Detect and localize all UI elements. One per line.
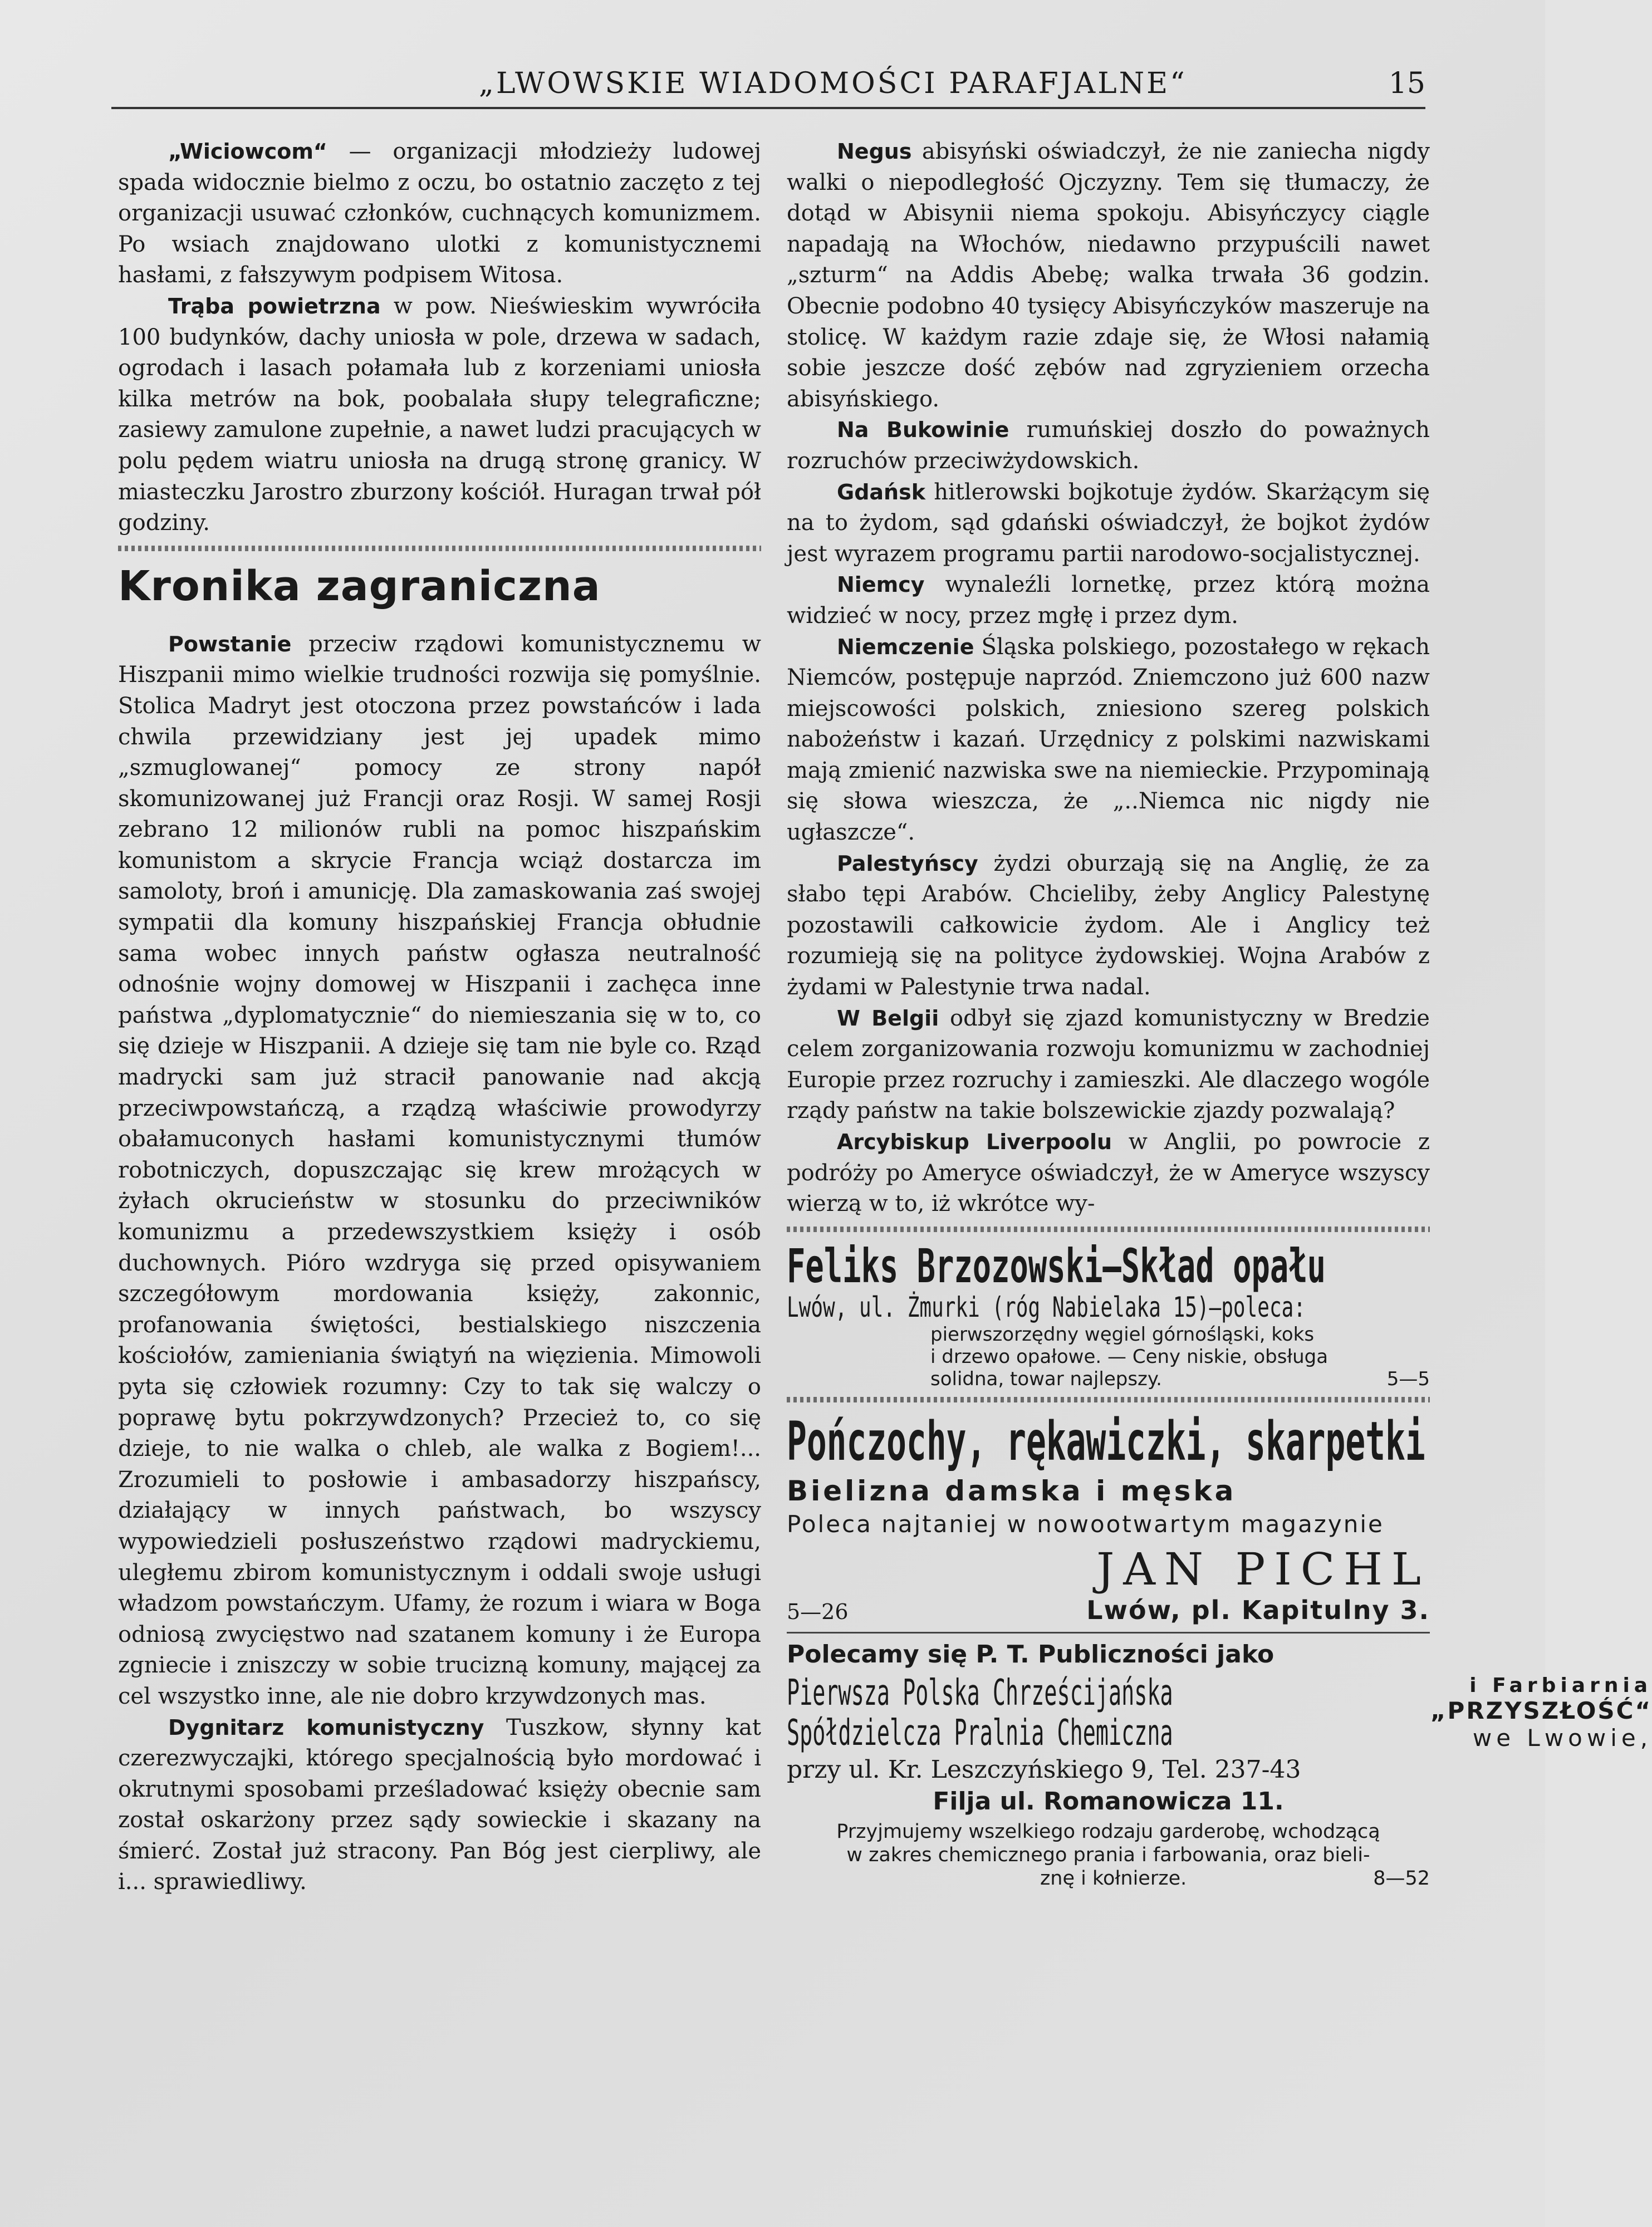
- news-lead: Arcybiskup Liverpoolu: [837, 1130, 1112, 1154]
- news-text: abisyński oświadczył, że nie zaniecha nigdy walki o niepodległość Ojczyzny. Tem się tłumaczy, że dotąd w Abisynii niema spokoju. Abisyńczycy ciągle napadają na Włochów, niedawno przypuścili nawet „szturm“ na Addis Abebę; walka trwała 36 godzin. Obecnie podobno 40 tysięcy Abisyńczyków maszeruje na stolicę. W każdym razie zdaje się, że Włosi nałamią sobie jeszcze dość zębów nad zgryzieniem orzecha abisyńskiego.: [787, 139, 1430, 412]
- ad-hosiery-address: Lwów, pl. Kapitulny 3.: [1086, 1595, 1430, 1625]
- ad-hosiery-subtitle: Bielizna damska i męska: [787, 1474, 1237, 1507]
- ad-laundry-company: [787, 1673, 1430, 1753]
- news-lead: Palestyńscy: [837, 851, 978, 876]
- news-item-bukowina: [787, 415, 1430, 477]
- ad-fuel-store: [787, 1239, 1430, 1390]
- ad-laundry-branch: Filja ul. Romanowicza 11.: [933, 1787, 1284, 1816]
- news-lead: Trąba powietrzna: [168, 293, 381, 318]
- ad-laundry: [787, 1640, 1652, 1890]
- news-lead: W Belgii: [837, 1005, 939, 1031]
- ad-laundry-company-line: Spółdzielcza Pralnia Chemiczna: [787, 1712, 1173, 1754]
- news-text: wynaleźli lornetkę, przez którą można widzieć w nocy, przez mgłę i przez dym.: [787, 572, 1430, 629]
- ad-hosiery-products: Pończochy, rękawiczki, skarpetki: [787, 1410, 1425, 1473]
- news-lead: Gdańsk: [837, 479, 925, 504]
- page-number: 15: [1388, 67, 1425, 100]
- ad-laundry-brand-city: we Lwowie,: [1472, 1724, 1652, 1752]
- section-title: Kronika zagraniczna: [118, 562, 601, 610]
- news-item-palestine: [787, 848, 1430, 1003]
- ad-laundry-note-line: w zakres chemicznego prania i farbowania, oraz bieli-: [846, 1843, 1370, 1866]
- ad-laundry-note-last-row: [787, 1867, 1430, 1890]
- ad-hosiery-ref: 5—26: [787, 1599, 849, 1624]
- news-text: hitlerowski bojkotuje żydów. Skarżącym się na to żydom, sąd gdański oświadczył, że bojkot żydów jest wyrazem programu partii narodowo-socjalistycznej.: [787, 479, 1430, 567]
- ad-fuel-offer-line: solidna, towar najlepszy.: [930, 1367, 1162, 1390]
- ad-laundry-company-line: Pierwsza Polska Chrześcijańska: [787, 1672, 1173, 1714]
- ad-laundry-note: [787, 1820, 1430, 1890]
- ad-laundry-brand-name: „PRZYSZŁOŚĆ“: [1430, 1697, 1652, 1725]
- news-item-silesia: [787, 632, 1430, 848]
- news-text: przeciw rządowi komunistycznemu w Hiszpanii mimo wielkie trudności rozwija się pomyślnie. Stolica Madryt jest otoczona przez powstańców i lada chwila przewidziany jest jej upadek mimo „szmuglowanej“ pomocy ze strony napół skomunizowanej już Francji oraz Rosji. W samej Rosji zebrano 12 milionów rubli na pomoc hiszpańskim komunistom a skrycie Francja wciąż dostarcza im samoloty, broń i amunicję. Dla zamaskowania zaś swojej sympatii dla komuny hiszpańskiej Francja obłudnie sama wobec innych państw ogłasza neutralność odnośnie wojny domowej w Hiszpanii i zachęca inne państwa „dyplomatycznie“ do niemieszania się w to, co się dzieje w Hiszpanii. A dzieje się tam nie byle co. Rząd madrycki sam już stracił panowanie nad akcją przeciwpowstańczą, a rządzą właściwie prowodyrzy obałamuconych hasłami komunistycznymi tłumów robotniczych, dopuszczając się krew mrożących w żyłach okrucieństw w stosunku do przeciwników komunizmu a przedewszystkiem księży i osób duchownych. Pióro wzdryga się przed opisywaniem szczegółowym mordowania księży, zakonnic, profanowania świętości, bestialskiego niszczenia kościołów, zamieniania świątyń na więzienia. Mimowoli pyta się człowiek rozumny: Czy to tak się walczy o poprawę bytu pokrzywdzonych? Przecież to, co się dzieje, to nie walka o chleb, ale walka z Bogiem!... Zrozumieli to posłowie i ambasadorzy hiszpańscy, działający w innych państwach, bo wszyscy wypowiedzieli posłuszeństwo rządowi madryckiemu, uległemu zbirom komunistycznym i oddali swoje usługi władzom powstańczym. Ufamy, że rozum i wiara w Boga odniosą zwycięstwo nad szatanem komuny i że Europa zgniecie i zniszczy w sobie trucizną komuny, mającej za cel wszystko inne, ale nie dobro krzywdzonych mas.: [118, 631, 761, 1709]
- news-text: rumuńskiej doszło do poważnych rozruchów przeciwżydowskich.: [787, 417, 1430, 474]
- news-item-negus: [787, 136, 1430, 415]
- news-lead: Niemcy: [837, 572, 925, 597]
- news-text: żydzi oburzają się na Anglię, że za słabo tępi Arabów. Chcieliby, żeby Anglicy Palestynę pozostawili całkowicie żydom. Ale i Anglicy też rozumieją się na polityce żydowskiej. Wojna Arabów z żydami w Palestynie trwa nadal.: [787, 850, 1430, 1000]
- ad-laundry-name-block: [787, 1672, 1652, 1754]
- news-item-wiciowcom: [118, 136, 761, 291]
- news-lead: Negus: [837, 139, 912, 164]
- ad-hosiery-merchant: JAN PICHL: [1096, 1543, 1430, 1595]
- ad-fuel-offer: [930, 1323, 1430, 1390]
- running-header: [111, 62, 1425, 109]
- ad-hosiery: [787, 1410, 1430, 1625]
- rule-divider: [787, 1632, 1430, 1634]
- news-text: w pow. Nieświeskim wywróciła 100 budynków, dachy uniosła w pole, drzewa w sadach, ogrodach i lasach połamała lub z korzeniami uniosła kilka metrów na bok, poobalała słupy telegraficzne; zasiewy zamulone zupełnie, a nawet ludzi pracujących w polu pędem wiatru uniosła na drugą stronę granicy. W miasteczku Jarostro zburzony kościół. Huragan trwał pół godziny.: [118, 293, 761, 536]
- ad-laundry-note-line: Przyjmujemy wszelkiego rodzaju garderobę, wchodzącą: [836, 1820, 1380, 1843]
- ornamental-divider: [787, 1397, 1430, 1402]
- ad-hosiery-recommend: Poleca najtaniej w nowootwartym magazynie: [787, 1510, 1384, 1538]
- news-item-gdansk: [787, 477, 1430, 570]
- news-text: odbył się zjazd komunistyczny w Bredzie celem zorganizowania rozwoju komunizmu w zachodniej Europie przez rozruchy i zamieszki. Ale dlaczego wogóle rządy państw na takie bolszewickie zjazdy pozwalają?: [787, 1005, 1430, 1124]
- publication-title: „LWOWSKIE WIADOMOŚCI PARAFJALNE“: [479, 67, 1187, 100]
- news-lead: Powstanie: [168, 631, 292, 656]
- ornamental-divider: [118, 546, 761, 551]
- ad-fuel-offer-line: pierwszorzędny węgiel górnośląski, koks: [930, 1323, 1315, 1346]
- right-column: [787, 136, 1652, 1890]
- news-item-liverpool: [787, 1127, 1430, 1220]
- ad-laundry-address: przy ul. Kr. Leszczyńskiego 9, Tel. 237-43: [787, 1755, 1301, 1784]
- news-text: Tuszkow, słynny kat czerezwyczajki, którego specjalnością było mordować i okrutnymi sposobami prześladować księży obecnie sam został oskarżony przez sądy sowieckie i skazany na śmierć. Został już stracony. Pan Bóg jest cierpliwy, ale i... sprawiedliwy.: [118, 1714, 761, 1895]
- ad-laundry-brand: [1430, 1674, 1652, 1752]
- ad-hosiery-bottom: [787, 1595, 1430, 1625]
- news-lead: „Wiciowcom“: [168, 139, 327, 164]
- ad-laundry-ref: 8—52: [1373, 1867, 1430, 1890]
- news-item-germany: [787, 570, 1430, 631]
- ad-laundry-headline: Polecamy się P. T. Publiczności jako: [787, 1640, 1274, 1669]
- news-item-tornado: [118, 291, 761, 539]
- news-lead: Niemczenie: [837, 634, 974, 659]
- news-item-spain: [118, 629, 761, 1713]
- ad-laundry-brand-line: i Farbiarnia: [1469, 1674, 1652, 1698]
- news-lead: Na Bukowinie: [837, 418, 1009, 443]
- ad-fuel-ref: 5—5: [1386, 1367, 1430, 1390]
- news-item-tuszkow: [118, 1713, 761, 1899]
- news-item-belgium: [787, 1003, 1430, 1127]
- ad-fuel-address: Lwów, ul. Żmurki (róg Nabielaka 15)—poleca:: [787, 1291, 1306, 1323]
- ornamental-divider: [787, 1227, 1430, 1232]
- news-lead: Dygnitarz komunistyczny: [168, 1715, 484, 1740]
- ad-fuel-name: Feliks Brzozowski—Skład opału: [787, 1238, 1326, 1293]
- news-text: w Anglii, po powrocie z podróży po Ameryce oświadczył, że w Ameryce wszyscy wierzą w to, iż wkrótce wy-: [787, 1129, 1430, 1217]
- ad-fuel-offer-last-row: [930, 1368, 1430, 1390]
- ad-laundry-note-line: znę i kołnierze.: [1040, 1867, 1187, 1890]
- news-text: Śląska polskiego, pozostałego w rękach Niemców, postępuje naprzód. Zniemczono już 600 nazw miejscowości polskich, zniesiono szereg polskich nabożeństw i kazań. Urzędnicy z polskimi nazwiskami mają zmienić nazwiska swe na niemieckie. Przypominają się słowa wieszcza, że „..Niemca nic nigdy nie ugłaszcze“.: [787, 634, 1430, 846]
- news-text: — organizacji młodzieży ludowej spada widocznie bielmo z oczu, bo ostatnio zaczęto z tej organizacji usuwać członków, cuchnących komunizmem. Po wsiach znajdowano ulotki z komunistycznemi hasłami, z fałszywym podpisem Witosa.: [118, 139, 761, 288]
- ad-fuel-offer-line: i drzewo opałowe. — Ceny niskie, obsługa: [930, 1345, 1329, 1368]
- left-column: [118, 136, 761, 1898]
